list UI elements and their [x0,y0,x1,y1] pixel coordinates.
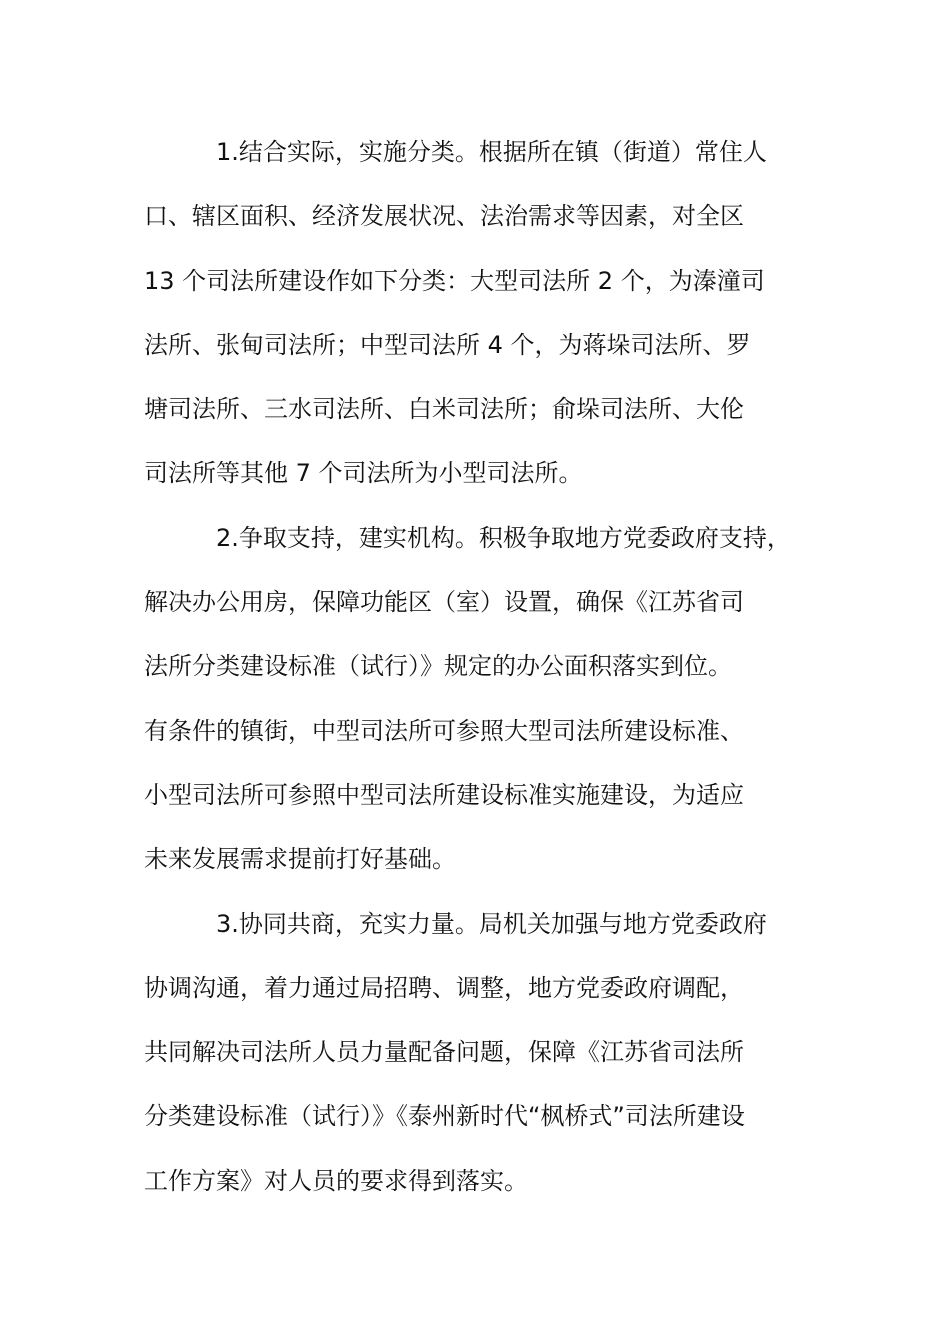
paragraph-line: 小型司法所可参照中型司法所建设标准实施建设，为适应 [144,780,744,809]
paragraph-line: 口、辖区面积、经济发展状况、法治需求等因素，对全区 [144,202,744,231]
paragraph-line: 塘司法所、三水司法所、白米司法所；俞垛司法所、大伦 [144,395,744,424]
paragraph-line: 2.争取支持，建实机构。积极争取地方党委政府支持， [216,523,791,552]
paragraph-line: 司法所等其他 7 个司法所为小型司法所。 [144,459,583,488]
paragraph-line: 1.结合实际，实施分类。根据所在镇（街道）常住人 [216,138,767,166]
paragraph-line: 工作方案》对人员的要求得到落实。 [144,1166,528,1195]
paragraph-line: 法所分类建设标准（试行）》规定的办公面积落实到位。 [144,652,732,681]
document-body [144,120,834,1213]
paragraph-line: 13 个司法所建设作如下分类：大型司法所 2 个，为溱潼司 [144,266,765,295]
paragraph-line: 分类建设标准（试行）》《泰州新时代“枫桥式”司法所建设 [144,1102,745,1131]
paragraph-line: 法所、张甸司法所；中型司法所 4 个，为蒋垛司法所、罗 [144,330,751,359]
paragraph-3 [144,892,834,1213]
paragraph-1 [144,120,834,506]
paragraph-line: 有条件的镇街，中型司法所可参照大型司法所建设标准、 [144,716,744,745]
paragraph-line: 协调沟通，着力通过局招聘、调整，地方党委政府调配， [144,973,744,1002]
paragraph-2 [144,506,834,892]
paragraph-line: 解决办公用房，保障功能区（室）设置，确保《江苏省司 [144,588,744,617]
paragraph-line: 共同解决司法所人员力量配备问题，保障《江苏省司法所 [144,1038,744,1067]
paragraph-line: 3.协同共商，充实力量。局机关加强与地方党委政府 [216,909,767,938]
paragraph-line: 未来发展需求提前打好基础。 [144,845,456,874]
